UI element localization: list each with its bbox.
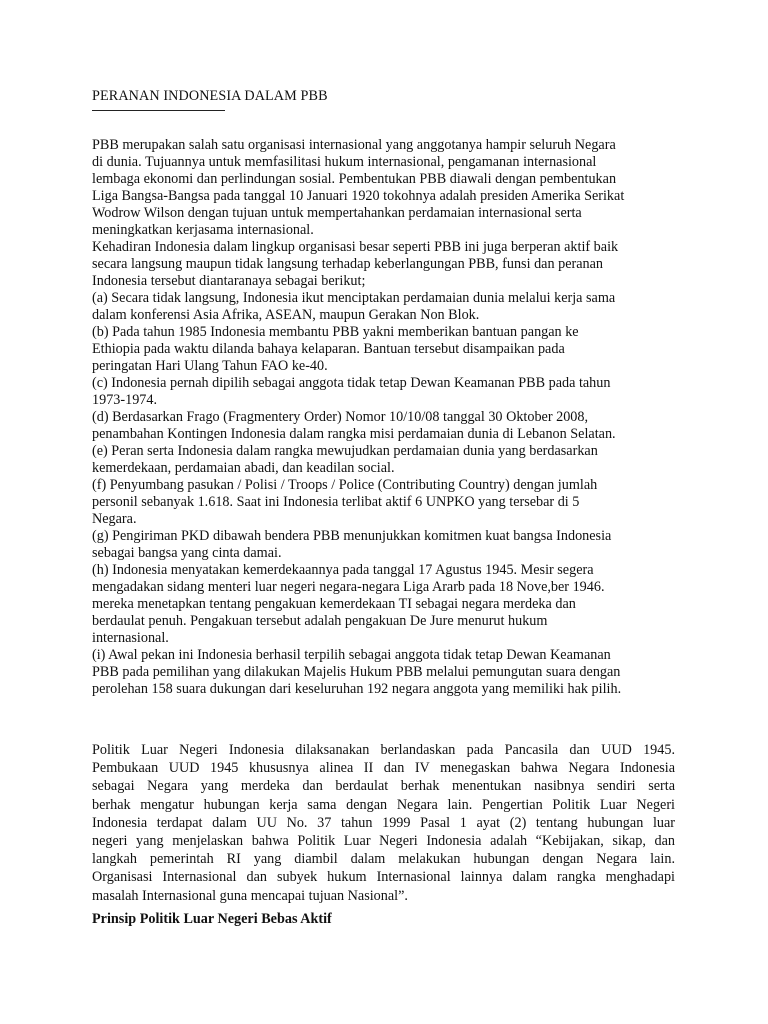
body-line: berdaulat penuh. Pengakuan tersebut adalah pengakuan De Jure menurut hukum [92, 613, 548, 629]
body-line: Liga Bangsa-Bangsa pada tanggal 10 Januari 1920 tokohnya adalah presiden Amerika Serikat [92, 188, 625, 204]
body-line: (e) Peran serta Indonesia dalam rangka mewujudkan perdamaian dunia yang berdasarkan [92, 443, 598, 459]
body-line: personil sebanyak 1.618. Saat ini Indonesia terlibat aktif 6 UNPKO yang tersebar di 5 [92, 494, 580, 510]
essay-line: langkah pemerintah RI yang diambil dalam melakukan hubungan dengan Negara lain. [92, 851, 675, 868]
essay-line: masalah Internasional guna mencapai tujuan Nasional”. [92, 887, 408, 904]
body-line: peringatan Hari Ulang Tahun FAO ke-40. [92, 358, 328, 374]
body-line: (a) Secara tidak langsung, Indonesia ikut menciptakan perdamaian dunia melalui kerja sama [92, 290, 616, 306]
body-line: meningkatkan kerjasama internasional. [92, 222, 314, 238]
body-line: 1973-1974. [92, 392, 158, 408]
essay-line: Politik Luar Negeri Indonesia dilaksanakan berlandaskan pada Pancasila dan UUD 1945. [92, 742, 675, 758]
essay-line: Organisasi Internasional dan subyek hukum Internasional lainnya dalam rangka menghadapi [92, 869, 675, 886]
body-line: Negara. [92, 511, 137, 527]
essay-line: sebagai Negara yang merdeka dan berdaulat berhak menentukan nasibnya sendiri serta [92, 778, 675, 795]
essay-line: negeri yang menjelaskan bahwa Politik Luar Negeri Indonesia adalah “Kebijakan, sikap, dan [92, 832, 675, 849]
body-line: kemerdekaan, perdamaian abadi, dan keadilan social. [92, 460, 395, 476]
body-line: perolehan 158 suara dukungan dari keseluruhan 192 negara anggota yang memiliki hak pilih. [92, 681, 622, 697]
document-title: PERANAN INDONESIA DALAM PBB [92, 88, 328, 104]
body-line: mengadakan sidang menteri luar negeri negara-negara Liga Ararb pada 18 Nove,ber 1946. [92, 579, 605, 595]
body-line: PBB pada pemilihan yang dilakukan Majelis Hukum PBB melalui pemungutan suara dengan [92, 664, 621, 680]
body-line: lembaga ekonomi dan perlindungan sosial. Pembentukan PBB diawali dengan pembentukan [92, 171, 617, 187]
body-line: (h) Indonesia menyatakan kemerdekaannya pada tanggal 17 Agustus 1945. Mesir segera [92, 562, 594, 578]
body-line: (f) Penyumbang pasukan / Polisi / Troops / Police (Contributing Country) dengan jumlah [92, 477, 598, 493]
section-heading: Prinsip Politik Luar Negeri Bebas Aktif [92, 911, 332, 927]
body-line: sebagai bangsa yang cinta damai. [92, 545, 282, 561]
essay-line: berhak mengatur hubungan kerja sama dengan Negara lain. Pengertian Politik Luar Negeri [92, 796, 675, 813]
body-line: Ethiopia pada waktu dilanda bahaya kelaparan. Bantuan tersebut disampaikan pada [92, 341, 565, 357]
body-line: dalam konferensi Asia Afrika, ASEAN, maupun Gerakan Non Blok. [92, 307, 480, 323]
title-underline [92, 110, 225, 111]
body-line: (i) Awal pekan ini Indonesia berhasil terpilih sebagai anggota tidak tetap Dewan Keamanan [92, 647, 611, 663]
essay-line: Indonesia terdapat dalam UU No. 37 tahun 1999 Pasal 1 ayat (2) tentang hubungan luar [92, 814, 675, 831]
body-line: penambahan Kontingen Indonesia dalam rangka misi perdamaian dunia di Lebanon Selatan. [92, 426, 616, 442]
body-line: Indonesia tersebut diantaranaya sebagai berikut; [92, 273, 366, 289]
body-line: (b) Pada tahun 1985 Indonesia membantu PBB yakni memberikan bantuan pangan ke [92, 324, 579, 340]
body-line: Wodrow Wilson dengan tujuan untuk mempertahankan perdamaian internasional serta [92, 205, 582, 221]
body-line: secara langsung maupun tidak langsung terhadap keberlangungan PBB, funsi dan peranan [92, 256, 603, 272]
body-line: internasional. [92, 630, 169, 646]
essay-line: Pembukaan UUD 1945 khususnya alinea II dan IV menegaskan bahwa Negara Indonesia [92, 760, 675, 777]
body-line: (g) Pengiriman PKD dibawah bendera PBB menunjukkan komitmen kuat bangsa Indonesia [92, 528, 612, 544]
body-line: (c) Indonesia pernah dipilih sebagai anggota tidak tetap Dewan Keamanan PBB pada tahun [92, 375, 611, 391]
body-text [92, 137, 692, 698]
body-line: (d) Berdasarkan Frago (Fragmentery Order) Nomor 10/10/08 tanggal 30 Oktober 2008, [92, 409, 589, 425]
body-line: di dunia. Tujuannya untuk memfasilitasi hukum internasional, pengamanan internasional [92, 154, 597, 170]
body-line: Kehadiran Indonesia dalam lingkup organisasi besar seperti PBB ini juga berperan aktif baik [92, 239, 619, 255]
body-line: PBB merupakan salah satu organisasi internasional yang anggotanya hampir seluruh Negara [92, 137, 616, 153]
body-line: mereka menetapkan tentang pengakuan kemerdekaan TI sebagai negara merdeka dan [92, 596, 576, 612]
essay-paragraph [92, 741, 675, 905]
